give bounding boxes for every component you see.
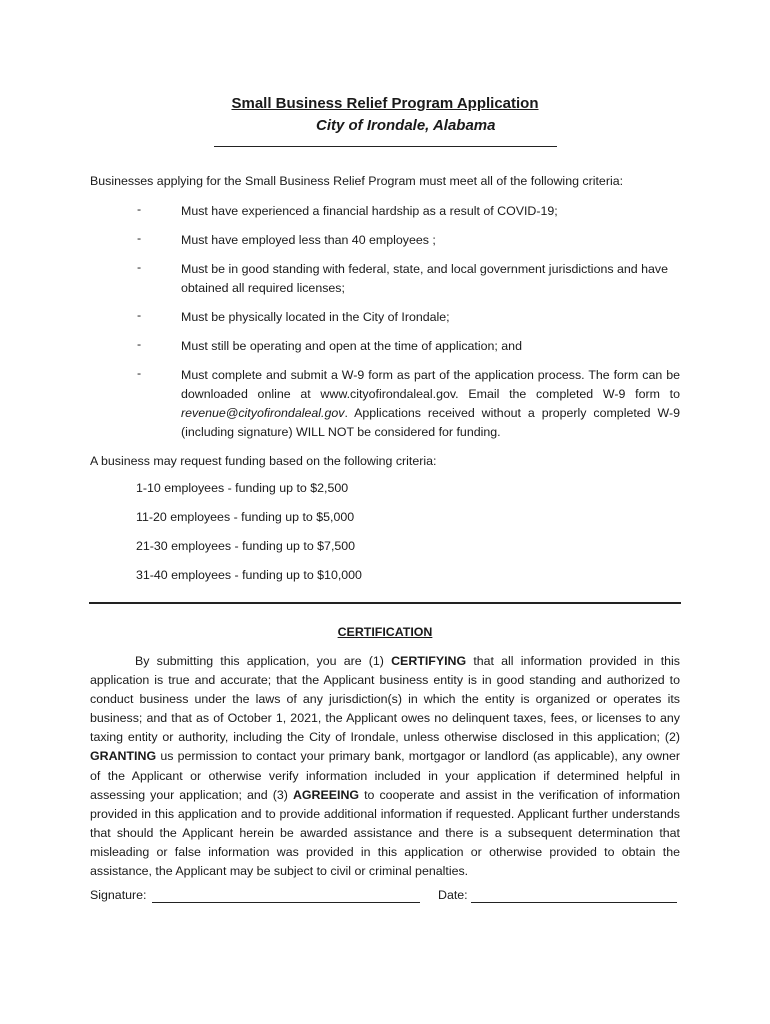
funding-tier: 31-40 employees - funding up to $10,000: [136, 568, 362, 582]
w9-instructions: Must complete and submit a W-9 form as part of the application process. The form can be downloaded online at www.cityofirondaleal.gov. Email the completed W-9 form to: [181, 368, 680, 401]
section-divider: [89, 602, 681, 604]
eligibility-intro: Businesses applying for the Small Business Relief Program must meet all of the following criteria:: [90, 174, 624, 188]
title-divider: [214, 146, 557, 147]
cert-keyword-agreeing: AGREEING: [292, 787, 360, 802]
cert-keyword-granting: GRANTING: [90, 749, 157, 764]
funding-intro: A business may request funding based on the following criteria:: [90, 454, 437, 468]
date-label: Date:: [438, 888, 468, 902]
certification-heading: CERTIFICATION: [337, 625, 433, 639]
date-field[interactable]: [471, 902, 677, 903]
signature-field[interactable]: [152, 902, 420, 903]
bullet-dash: -: [137, 260, 142, 274]
criteria-text: Must be physically located in the City of Irondale;: [181, 310, 450, 324]
bullet-dash: -: [137, 337, 142, 351]
revenue-email-link[interactable]: revenue@cityofirondaleal.gov: [181, 406, 345, 420]
document-subtitle: City of Irondale, Alabama: [316, 117, 496, 134]
cert-text: us permission to contact your primary bank, mortgagor or landlord (as applicable), any owner of the Applicant or otherwise verify information included in your application if determined helpful in assessing your application; and (3): [90, 749, 680, 802]
certification-paragraph: [90, 652, 680, 881]
criteria-text: Must still be operating and open at the time of application; and: [181, 339, 522, 353]
criteria-text: Must be in good standing with federal, state, and local government jurisdictions and have obtained all required licenses;: [181, 262, 668, 295]
criteria-text: Must have employed less than 40 employees ;: [181, 233, 436, 247]
cert-text: By submitting this application, you are (1): [135, 654, 384, 668]
funding-tier: 1-10 employees - funding up to $2,500: [136, 481, 349, 495]
cert-keyword-certifying: CERTIFYING: [391, 654, 467, 668]
bullet-dash: -: [137, 202, 142, 216]
bullet-dash: -: [137, 366, 142, 380]
funding-tier: 21-30 employees - funding up to $7,500: [136, 539, 356, 553]
w9-warning: . Applications received without a properly completed W-9 (including signature) WILL NOT be considered for funding.: [181, 406, 680, 439]
bullet-dash: -: [137, 308, 142, 322]
signature-label: Signature:: [90, 888, 147, 902]
document-title: Small Business Relief Program Application: [231, 95, 539, 112]
bullet-dash: -: [137, 231, 142, 245]
criteria-text: Must have experienced a financial hardship as a result of COVID-19;: [181, 204, 558, 218]
cert-text: to cooperate and assist in the verification of information provided in this application and to provide additional information if requested. Applicant further understands that should the Applicant herein be awarded assistance and there is a subsequent determination that misleading or false information was provided in this application or otherwise provided to obtain the assistance, the Applicant may be subject to civil or criminal penalties.: [90, 787, 680, 879]
funding-tier: 11-20 employees - funding up to $5,000: [136, 510, 355, 524]
criteria-text: [181, 366, 680, 442]
cert-text: that all information provided in this application is true and accurate; that the Applicant business entity is in good standing and authorized to conduct business under the laws of any jurisdiction(s) in which the entity is organized or operates its business; and that as of October 1, 2021, the Applicant owes no delinquent taxes, fees, or licenses to any taxing entity or authority, including the City of Irondale, unless otherwise disclosed in this application; (2): [90, 654, 680, 745]
